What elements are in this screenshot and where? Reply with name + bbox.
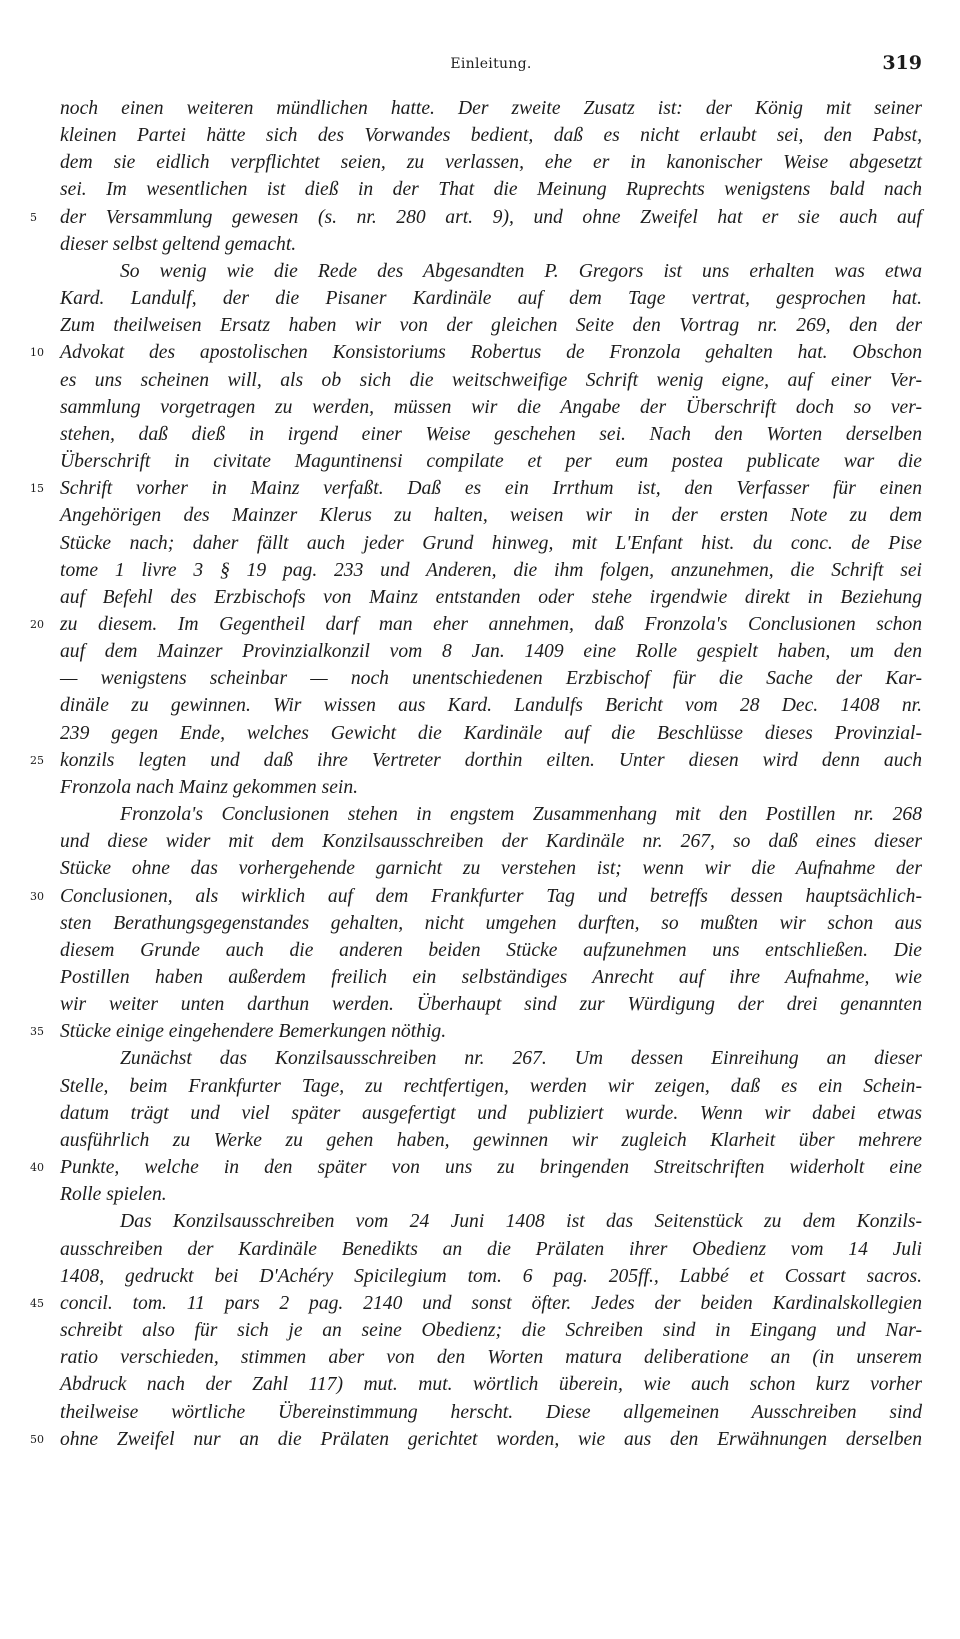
text-line — [60, 285, 922, 312]
line-text: ausschreiben der Kardinäle Benedikts an die Prälaten ihrer Obedienz vom 14 Juli — [60, 1238, 922, 1260]
line-text: So wenig wie die Rede des Abgesandten P. Gregors ist uns erhalten was etwa — [120, 260, 922, 282]
text-line — [60, 1317, 922, 1344]
line-text: Das Konzilsausschreiben vom 24 Juni 1408 ist das Seitenstück zu dem Konzils- — [120, 1211, 922, 1233]
text-line — [60, 258, 922, 285]
text-line — [60, 584, 922, 611]
line-number: 5 — [30, 210, 37, 224]
text-line — [60, 774, 922, 801]
text-line — [60, 665, 922, 692]
text-line — [60, 692, 922, 719]
line-text: sei. Im wesentlichen ist dieß in der That die Meinung Ruprechts wenigstens bald nach — [60, 179, 922, 201]
line-text: stehen, daß dieß in irgend einer Weise geschehen sei. Nach den Worten derselben — [60, 423, 922, 445]
text-line — [60, 95, 922, 122]
text-line — [60, 1127, 922, 1154]
line-text: ausführlich zu Werke zu gehen haben, gewinnen wir zugleich Klarheit über mehrere — [60, 1129, 922, 1151]
line-text: kleinen Partei hätte sich des Vorwandes bedient, daß es nicht erlaubt sei, den Pabst, — [60, 125, 922, 147]
line-text: Punkte, welche in den später von uns zu bringenden Streitschriften widerholt eine — [60, 1157, 922, 1179]
line-number: 25 — [30, 753, 44, 767]
line-number: 15 — [30, 482, 44, 496]
text-line — [60, 176, 922, 203]
line-text: schreibt also für sich je an seine Obedienz; die Schreiben sind in Eingang und Nar- — [60, 1320, 922, 1342]
text-line — [60, 394, 922, 421]
text-line — [30, 1154, 922, 1181]
line-number: 35 — [30, 1025, 44, 1039]
line-number: 40 — [30, 1161, 44, 1175]
text-line — [30, 204, 922, 231]
line-text: und diese wider mit dem Konzilsausschreiben der Kardinäle nr. 267, so daß eines dieser — [60, 831, 922, 853]
text-line — [60, 964, 922, 991]
line-text: Überschrift in civitate Maguntinensi compilate et per eum postea publicate war die — [60, 451, 922, 473]
text-line — [60, 828, 922, 855]
line-text: ohne Zweifel nur an die Prälaten gerichtet worden, wie aus den Erwähnungen derselben — [60, 1428, 922, 1450]
text-line — [60, 421, 922, 448]
text-line — [60, 231, 922, 258]
text-line — [60, 1236, 922, 1263]
text-line — [60, 720, 922, 747]
text-line — [30, 883, 922, 910]
text-line — [60, 557, 922, 584]
text-line — [30, 1290, 922, 1317]
line-text: Schrift vorher in Mainz verfaßt. Daß es ein Irrthum ist, den Verfasser für einen — [60, 478, 922, 500]
line-number: 50 — [30, 1432, 44, 1446]
text-line — [60, 312, 922, 339]
line-text: Advokat des apostolischen Konsistoriums Robertus de Fronzola gehalten hat. Obschon — [60, 342, 922, 364]
line-text: auf dem Mainzer Provinzialkonzil vom 8 Jan. 1409 eine Rolle gespielt haben, um den — [60, 641, 922, 663]
line-text: zu diesem. Im Gegentheil darf man eher annehmen, daß Fronzola's Conclusionen schon — [60, 613, 922, 635]
running-head: Einleitung. — [450, 56, 532, 72]
line-text: Fronzola's Conclusionen stehen in engstem Zusammenhang mit den Postillen nr. 268 — [120, 804, 922, 826]
line-text: Angehörigen des Mainzer Klerus zu halten, weisen wir in der ersten Note zu dem — [60, 505, 922, 527]
text-line — [60, 1399, 922, 1426]
line-text: Abdruck nach der Zahl 117) mut. mut. wörtlich überein, wie auch schon kurz vorher — [60, 1374, 922, 1396]
line-number: 45 — [30, 1296, 44, 1310]
line-text: noch einen weiteren mündlichen hatte. Der zweite Zusatz ist: der König mit seiner — [60, 98, 922, 119]
text-line — [60, 1344, 922, 1371]
line-text: diesem Grunde auch die anderen beiden Stücke aufzunehmen uns entschließen. Die — [60, 939, 922, 961]
text-line — [60, 1045, 922, 1072]
text-line — [60, 1371, 922, 1398]
text-line — [30, 339, 922, 366]
line-text: dem sie eidlich verpflichtet seien, zu verlassen, ehe er in kanonischer Weise abgesetzt — [60, 152, 922, 174]
line-text: 1408, gedruckt bei D'Achéry Spicilegium tom. 6 pag. 205ff., Labbé et Cossart sacros. — [60, 1265, 922, 1287]
text-line — [60, 1073, 922, 1100]
text-line — [30, 1018, 922, 1045]
text-line — [30, 1426, 922, 1453]
text-line — [30, 475, 922, 502]
line-text: datum trägt und viel später ausgefertigt und publiziert wurde. Wenn wir dabei etwas — [60, 1102, 922, 1124]
line-text: 239 gegen Ende, welches Gewicht die Kardinäle auf die Beschlüsse dieses Provinzial- — [60, 722, 922, 744]
line-text: sammlung vorgetragen zu werden, müssen wir die Angabe der Überschrift doch so ver- — [60, 396, 922, 418]
line-text: konzils legten und daß ihre Vertreter dorthin eilten. Unter diesen wird denn auch — [60, 749, 922, 771]
line-text: Zum theilweisen Ersatz haben wir von der gleichen Seite den Vortrag nr. 269, den der — [60, 315, 922, 337]
line-text: der Versammlung gewesen (s. nr. 280 art. 9), und ohne Zweifel hat er sie auch auf — [60, 206, 922, 228]
text-line — [60, 448, 922, 475]
body-text — [30, 95, 922, 1453]
line-text: Stücke ohne das vorhergehende garnicht zu verstehen ist; wenn wir die Aufnahme der — [60, 858, 922, 880]
text-line — [60, 1181, 922, 1208]
text-line — [30, 611, 922, 638]
line-number: 30 — [30, 889, 44, 903]
text-line — [60, 801, 922, 828]
text-line — [60, 122, 922, 149]
line-text: Stelle, beim Frankfurter Tage, zu rechtfertigen, werden wir zeigen, daß es ein Schein- — [60, 1075, 922, 1097]
text-line — [30, 747, 922, 774]
line-text: Rolle spielen. — [60, 1184, 167, 1206]
line-text: Kard. Landulf, der die Pisaner Kardinäle auf dem Tage vertrat, gesprochen hat. — [60, 288, 922, 310]
line-text: es uns scheinen will, als ob sich die weitschweifige Schrift wenig eigne, auf einer Ver- — [60, 369, 922, 391]
line-text: Postillen haben außerdem freilich ein selbständiges Anrecht auf ihre Aufnahme, wie — [60, 967, 922, 988]
line-number: 20 — [30, 617, 44, 631]
line-text: wir weiter unten darthun werden. Überhaupt sind zur Würdigung der drei genannten — [60, 994, 922, 1016]
line-text: auf Befehl des Erzbischofs von Mainz entstanden oder stehe irgendwie direkt in Beziehung — [60, 586, 922, 608]
text-line — [60, 910, 922, 937]
line-text: concil. tom. 11 pars 2 pag. 2140 und sonst öfter. Jedes der beiden Kardinalskollegien — [60, 1292, 922, 1314]
page-header — [60, 52, 922, 80]
line-text: theilweise wörtliche Übereinstimmung herscht. Diese allgemeinen Ausschreiben sind — [60, 1401, 922, 1423]
text-line — [60, 530, 922, 557]
line-text: dinäle zu gewinnen. Wir wissen aus Kard. Landulfs Bericht vom 28 Dec. 1408 nr. — [60, 695, 922, 717]
line-text: Stücke nach; daher fällt auch jeder Grund hinweg, mit L'Enfant hist. du conc. de Pise — [60, 532, 922, 554]
text-line — [60, 1263, 922, 1290]
line-text: — wenigstens scheinbar — noch unentschiedenen Erzbischof für die Sache der Kar- — [60, 668, 922, 690]
text-line — [60, 937, 922, 964]
line-text: Zunächst das Konzilsausschreiben nr. 267. Um dessen Einreihung an dieser — [120, 1048, 922, 1070]
text-line — [60, 1100, 922, 1127]
page-number: 319 — [882, 52, 922, 74]
text-line — [60, 855, 922, 882]
text-line — [60, 1208, 922, 1235]
line-text: tome 1 livre 3 § 19 pag. 233 und Anderen, die ihm folgen, anzunehmen, die Schrift sei — [60, 559, 922, 581]
text-line — [60, 367, 922, 394]
line-text: sten Berathungsgegenstandes gehalten, nicht umgehen durften, so mußten wir schon aus — [60, 912, 922, 934]
line-number: 10 — [30, 346, 44, 360]
text-line — [60, 149, 922, 176]
line-text: Conclusionen, als wirklich auf dem Frankfurter Tag und betreffs dessen hauptsächlich- — [60, 885, 922, 907]
text-line — [60, 991, 922, 1018]
line-text: Stücke einige eingehendere Bemerkungen nöthig. — [60, 1021, 447, 1043]
line-text: ratio verschieden, stimmen aber von den Worten matura deliberatione an (in unserem — [60, 1347, 922, 1369]
line-text: Fronzola nach Mainz gekommen sein. — [60, 776, 359, 798]
text-line — [60, 502, 922, 529]
text-line — [60, 638, 922, 665]
line-text: dieser selbst geltend gemacht. — [60, 233, 297, 255]
